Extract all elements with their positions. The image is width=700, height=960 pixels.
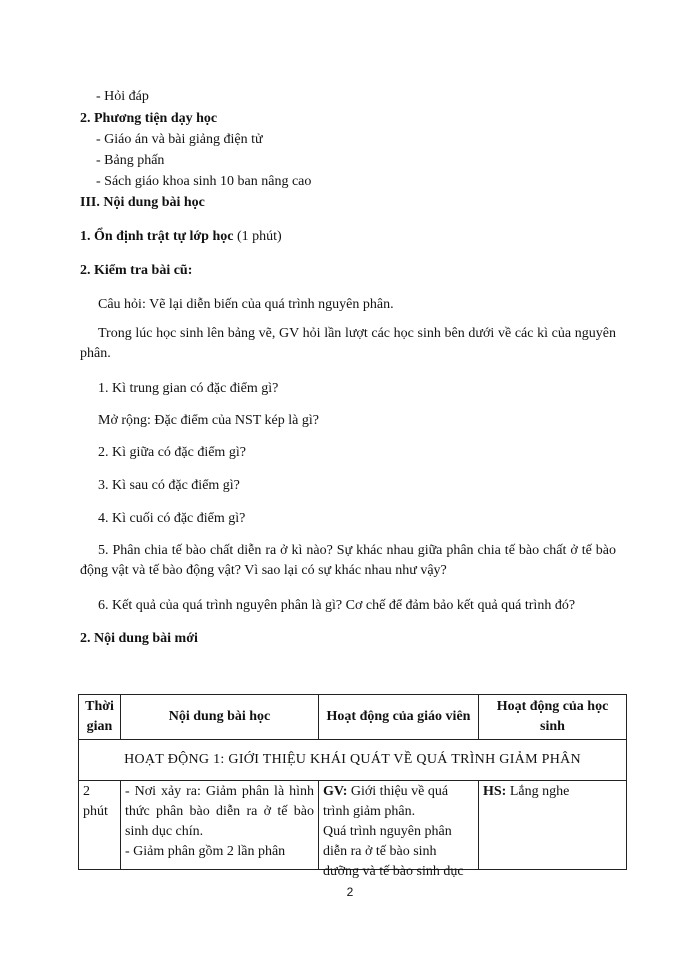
question-main: Câu hỏi: Vẽ lại diễn biến của quá trình nguyên phân. bbox=[98, 297, 394, 312]
intro-line: - Hỏi đáp bbox=[96, 89, 149, 104]
teaching-aid-item: - Giáo án và bài giảng điện tử bbox=[96, 132, 263, 147]
question-item: 3. Kì sau có đặc điểm gì? bbox=[98, 478, 240, 493]
student-label: HS: bbox=[483, 784, 507, 799]
question-item: 5. Phân chia tế bào chất diễn ra ở kì nào? Sự khác nhau giữa phân chia tế bào chất ở tế bào động vật và tế bào động vật? Vì sao lại có sự khác nhau như vậy? bbox=[80, 543, 616, 578]
table-row bbox=[79, 781, 627, 870]
section-3-heading: III. Nội dung bài học bbox=[80, 195, 205, 210]
question-item: 6. Kết quả của quá trình nguyên phân là gì? Cơ chế để đảm bảo kết quả quá trình đó? bbox=[98, 598, 576, 613]
content-body bbox=[125, 782, 314, 868]
activity-title: HOẠT ĐỘNG 1: GIỚI THIỆU KHÁI QUÁT VỀ QUÁ TRÌNH GIẢM PHÂN bbox=[79, 740, 627, 781]
teacher-text: Giới thiệu về quá trình giảm phân. bbox=[323, 784, 449, 819]
teaching-aid-item: - Bảng phấn bbox=[96, 153, 165, 168]
teacher-line: Quá trình nguyên phân diễn ra ở tế bào sinh dưỡng và tế bào sinh dục bbox=[323, 824, 464, 879]
student-text: Lắng nghe bbox=[506, 784, 570, 799]
step-3-heading: 2. Nội dung bài mới bbox=[80, 631, 198, 646]
content-line: - Giảm phân gồm 2 lần phân bbox=[125, 844, 286, 859]
header-content: Nội dung bài học bbox=[121, 695, 319, 740]
question-item: 2. Kì giữa có đặc điểm gì? bbox=[98, 445, 246, 460]
teacher-body bbox=[323, 782, 474, 879]
question-context: Trong lúc học sinh lên bảng vẽ, GV hỏi lần lượt các học sinh bên dưới về các kì của nguyên phân. bbox=[80, 326, 616, 361]
header-teacher: Hoạt động của giáo viên bbox=[319, 695, 479, 740]
cell-time bbox=[79, 781, 121, 870]
cell-content bbox=[121, 781, 319, 870]
content-line: - Nơi xảy ra: Giảm phân là hình thức phân bào diễn ra ở tế bào sinh dục chín. bbox=[125, 784, 314, 839]
cell-teacher bbox=[319, 781, 479, 879]
step-2-heading: 2. Kiểm tra bài cũ: bbox=[80, 263, 193, 278]
step-1-line bbox=[80, 228, 282, 246]
activity-row bbox=[79, 740, 627, 781]
lesson-table bbox=[78, 694, 627, 879]
teacher-line bbox=[323, 782, 474, 822]
header-time: Thời gian bbox=[79, 695, 121, 740]
section-2-heading: 2. Phương tiện dạy học bbox=[80, 111, 218, 126]
time-value: 2 phút bbox=[83, 784, 108, 819]
question-item: 4. Kì cuối có đặc điểm gì? bbox=[98, 511, 246, 526]
header-student: Hoạt động của học sinh bbox=[479, 695, 627, 740]
question-item: Mở rộng: Đặc điểm của NST kép là gì? bbox=[98, 413, 319, 428]
cell-student bbox=[479, 781, 627, 870]
step-1-note: (1 phút) bbox=[233, 229, 282, 244]
page-number: 2 bbox=[346, 885, 354, 899]
teaching-aid-item: - Sách giáo khoa sinh 10 ban nâng cao bbox=[96, 174, 312, 189]
teacher-label: GV: bbox=[323, 784, 348, 799]
step-1-heading: 1. Ổn định trật tự lớp học bbox=[80, 229, 234, 244]
student-body bbox=[483, 782, 622, 868]
question-item: 1. Kì trung gian có đặc điểm gì? bbox=[98, 381, 279, 396]
table-header-row bbox=[79, 695, 627, 740]
